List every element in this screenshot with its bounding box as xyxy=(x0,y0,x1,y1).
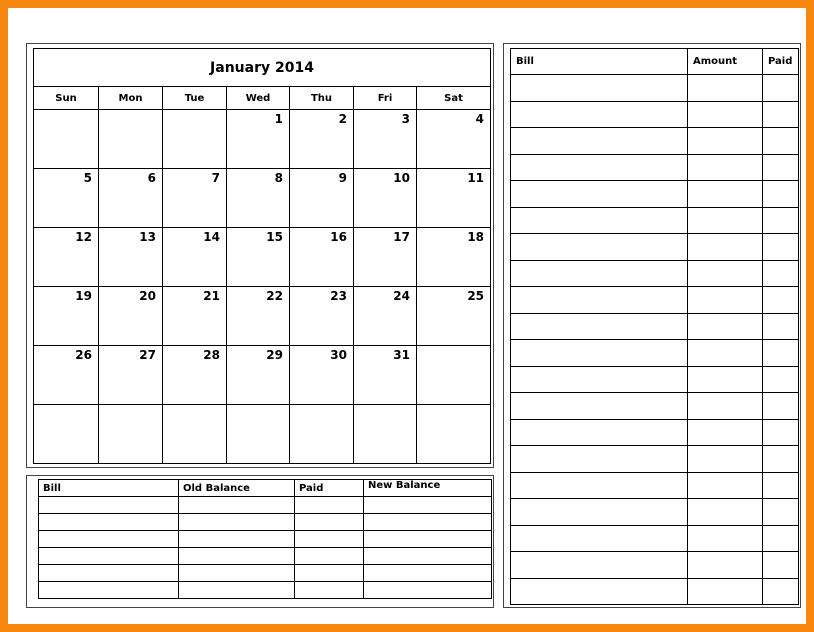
bill-cell[interactable] xyxy=(688,207,763,234)
bill-cell[interactable] xyxy=(511,75,688,102)
bill-cell[interactable] xyxy=(688,128,763,155)
calendar-day-cell[interactable]: 10 xyxy=(354,169,417,228)
calendar-day-cell[interactable] xyxy=(99,405,163,464)
calendar-day-cell[interactable]: 4 xyxy=(417,110,491,169)
bill-row xyxy=(511,366,799,393)
calendar-day-cell[interactable]: 1 xyxy=(227,110,290,169)
bill-cell[interactable] xyxy=(688,313,763,340)
bill-cell[interactable] xyxy=(763,260,799,287)
bill-cell[interactable] xyxy=(763,419,799,446)
bill-row xyxy=(511,101,799,128)
weekday-header: Wed xyxy=(227,87,290,110)
calendar-day-cell[interactable]: 31 xyxy=(354,346,417,405)
calendar-week xyxy=(34,287,491,346)
calendar-day-cell[interactable]: 20 xyxy=(99,287,163,346)
balance-row xyxy=(39,582,492,599)
balance-cell[interactable] xyxy=(39,565,179,582)
weekday-header: Sun xyxy=(34,87,99,110)
bill-cell[interactable] xyxy=(763,181,799,208)
calendar-day-cell[interactable] xyxy=(417,405,491,464)
calendar-body xyxy=(34,110,491,464)
bill-row xyxy=(511,340,799,367)
bill-row xyxy=(511,181,799,208)
calendar-day-cell[interactable]: 21 xyxy=(163,287,227,346)
weekday-header: Thu xyxy=(290,87,354,110)
balance-header-new-balance: New Balance xyxy=(364,480,492,497)
balance-cell[interactable] xyxy=(179,582,295,599)
bill-cell[interactable] xyxy=(511,234,688,261)
bill-cell[interactable] xyxy=(511,552,688,579)
bill-cell[interactable] xyxy=(763,154,799,181)
bill-header-paid: Paid xyxy=(763,49,799,75)
calendar-day-cell[interactable]: 5 xyxy=(34,169,99,228)
bill-cell[interactable] xyxy=(688,472,763,499)
bill-cell[interactable] xyxy=(763,207,799,234)
weekday-header: Mon xyxy=(99,87,163,110)
calendar-day-cell[interactable]: 18 xyxy=(417,228,491,287)
bill-row xyxy=(511,552,799,579)
bill-cell[interactable] xyxy=(688,101,763,128)
balance-cell[interactable] xyxy=(364,582,492,599)
bill-row xyxy=(511,75,799,102)
balance-cell[interactable] xyxy=(364,514,492,531)
bill-cell[interactable] xyxy=(511,101,688,128)
bill-cell[interactable] xyxy=(763,525,799,552)
bill-cell[interactable] xyxy=(688,340,763,367)
balance-cell[interactable] xyxy=(364,548,492,565)
balance-row xyxy=(39,531,492,548)
bill-body xyxy=(511,75,799,605)
bill-cell[interactable] xyxy=(511,499,688,526)
balance-cell[interactable] xyxy=(295,514,364,531)
bill-header-bill: Bill xyxy=(511,49,688,75)
balance-cell[interactable] xyxy=(364,565,492,582)
calendar-day-cell[interactable]: 24 xyxy=(354,287,417,346)
balance-cell[interactable] xyxy=(39,548,179,565)
bill-cell[interactable] xyxy=(688,393,763,420)
calendar-day-cell[interactable]: 12 xyxy=(34,228,99,287)
bill-cell[interactable] xyxy=(511,287,688,314)
bill-cell[interactable] xyxy=(763,578,799,605)
calendar-day-cell[interactable] xyxy=(163,110,227,169)
bill-row xyxy=(511,287,799,314)
bill-cell[interactable] xyxy=(763,75,799,102)
bill-cell[interactable] xyxy=(763,313,799,340)
bill-cell[interactable] xyxy=(511,128,688,155)
balance-cell[interactable] xyxy=(295,531,364,548)
calendar-day-cell[interactable]: 16 xyxy=(290,228,354,287)
bill-cell[interactable] xyxy=(763,234,799,261)
calendar-day-cell[interactable] xyxy=(354,405,417,464)
balance-cell[interactable] xyxy=(295,497,364,514)
bill-cell[interactable] xyxy=(511,313,688,340)
calendar-table xyxy=(33,48,491,464)
balance-cell[interactable] xyxy=(39,582,179,599)
balance-cell[interactable] xyxy=(364,531,492,548)
calendar-week xyxy=(34,346,491,405)
calendar-week xyxy=(34,405,491,464)
bill-cell[interactable] xyxy=(763,128,799,155)
calendar-day-cell[interactable]: 30 xyxy=(290,346,354,405)
bill-row xyxy=(511,419,799,446)
balance-table xyxy=(38,479,492,599)
calendar-week xyxy=(34,169,491,228)
calendar-day-cell[interactable]: 29 xyxy=(227,346,290,405)
bill-cell[interactable] xyxy=(511,260,688,287)
bill-row xyxy=(511,128,799,155)
bill-cell[interactable] xyxy=(511,472,688,499)
calendar-week xyxy=(34,228,491,287)
balance-cell[interactable] xyxy=(364,497,492,514)
bill-cell[interactable] xyxy=(511,419,688,446)
weekday-header: Tue xyxy=(163,87,227,110)
balance-row xyxy=(39,514,492,531)
calendar-day-cell[interactable]: 7 xyxy=(163,169,227,228)
balance-cell[interactable] xyxy=(295,582,364,599)
balance-header-old-balance: Old Balance xyxy=(179,480,295,497)
balance-cell[interactable] xyxy=(39,514,179,531)
balance-cell[interactable] xyxy=(179,531,295,548)
balance-cell[interactable] xyxy=(179,548,295,565)
bill-cell[interactable] xyxy=(511,525,688,552)
calendar-day-cell[interactable]: 23 xyxy=(290,287,354,346)
bill-row xyxy=(511,154,799,181)
balance-cell[interactable] xyxy=(179,497,295,514)
bill-cell[interactable] xyxy=(688,446,763,473)
balance-cell[interactable] xyxy=(179,565,295,582)
bill-cell[interactable] xyxy=(511,207,688,234)
weekday-header-row xyxy=(34,87,491,110)
calendar-day-cell[interactable] xyxy=(34,405,99,464)
bill-cell[interactable] xyxy=(511,154,688,181)
bill-row xyxy=(511,525,799,552)
calendar-day-cell[interactable]: 28 xyxy=(163,346,227,405)
bill-cell[interactable] xyxy=(688,499,763,526)
balance-row xyxy=(39,497,492,514)
bill-cell[interactable] xyxy=(511,340,688,367)
calendar-day-cell[interactable] xyxy=(34,110,99,169)
bill-cell[interactable] xyxy=(511,578,688,605)
bill-cell[interactable] xyxy=(688,154,763,181)
balance-header-bill: Bill xyxy=(39,480,179,497)
calendar-day-cell[interactable] xyxy=(290,405,354,464)
bill-row xyxy=(511,313,799,340)
bill-cell[interactable] xyxy=(688,419,763,446)
bill-cell[interactable] xyxy=(688,181,763,208)
balance-body xyxy=(39,497,492,599)
calendar-day-cell[interactable]: 3 xyxy=(354,110,417,169)
bill-cell[interactable] xyxy=(688,234,763,261)
calendar-day-cell[interactable]: 14 xyxy=(163,228,227,287)
calendar-day-cell[interactable]: 2 xyxy=(290,110,354,169)
bill-table xyxy=(510,48,799,605)
calendar-day-cell[interactable] xyxy=(417,346,491,405)
calendar-day-cell[interactable]: 26 xyxy=(34,346,99,405)
balance-cell[interactable] xyxy=(39,497,179,514)
bill-cell[interactable] xyxy=(763,393,799,420)
calendar-day-cell[interactable]: 11 xyxy=(417,169,491,228)
calendar-day-cell[interactable]: 19 xyxy=(34,287,99,346)
bill-header-amount: Amount xyxy=(688,49,763,75)
bill-cell[interactable] xyxy=(511,181,688,208)
bill-row xyxy=(511,446,799,473)
weekday-header: Fri xyxy=(354,87,417,110)
calendar-day-cell[interactable]: 27 xyxy=(99,346,163,405)
bill-row xyxy=(511,207,799,234)
bill-row xyxy=(511,499,799,526)
bill-cell[interactable] xyxy=(688,525,763,552)
bill-cell[interactable] xyxy=(511,366,688,393)
bill-cell[interactable] xyxy=(511,393,688,420)
calendar-day-cell[interactable] xyxy=(163,405,227,464)
bill-row xyxy=(511,578,799,605)
balance-header-paid: Paid xyxy=(295,480,364,497)
bill-cell[interactable] xyxy=(763,499,799,526)
bill-cell[interactable] xyxy=(688,75,763,102)
calendar-day-cell[interactable] xyxy=(227,405,290,464)
bill-cell[interactable] xyxy=(688,287,763,314)
bill-cell[interactable] xyxy=(688,552,763,579)
bill-cell[interactable] xyxy=(763,287,799,314)
calendar-day-cell[interactable] xyxy=(99,110,163,169)
bill-cell[interactable] xyxy=(763,101,799,128)
calendar-day-cell[interactable]: 13 xyxy=(99,228,163,287)
balance-cell[interactable] xyxy=(295,565,364,582)
bill-cell[interactable] xyxy=(763,552,799,579)
bill-cell[interactable] xyxy=(763,446,799,473)
balance-cell[interactable] xyxy=(179,514,295,531)
calendar-day-cell[interactable]: 25 xyxy=(417,287,491,346)
calendar-day-cell[interactable]: 6 xyxy=(99,169,163,228)
calendar-day-cell[interactable]: 22 xyxy=(227,287,290,346)
bill-cell[interactable] xyxy=(511,446,688,473)
weekday-header: Sat xyxy=(417,87,491,110)
calendar-day-cell[interactable]: 8 xyxy=(227,169,290,228)
bill-cell[interactable] xyxy=(688,578,763,605)
calendar-week xyxy=(34,110,491,169)
calendar-day-cell[interactable]: 15 xyxy=(227,228,290,287)
bill-cell[interactable] xyxy=(763,366,799,393)
bill-cell[interactable] xyxy=(763,340,799,367)
balance-row xyxy=(39,548,492,565)
bill-row xyxy=(511,393,799,420)
balance-cell[interactable] xyxy=(295,548,364,565)
bill-row xyxy=(511,472,799,499)
bill-row xyxy=(511,234,799,261)
calendar-title: January 2014 xyxy=(34,49,491,87)
balance-cell[interactable] xyxy=(39,531,179,548)
bill-cell[interactable] xyxy=(688,260,763,287)
calendar-day-cell[interactable]: 17 xyxy=(354,228,417,287)
balance-row xyxy=(39,565,492,582)
bill-row xyxy=(511,260,799,287)
calendar-day-cell[interactable]: 9 xyxy=(290,169,354,228)
bill-cell[interactable] xyxy=(688,366,763,393)
bill-cell[interactable] xyxy=(763,472,799,499)
